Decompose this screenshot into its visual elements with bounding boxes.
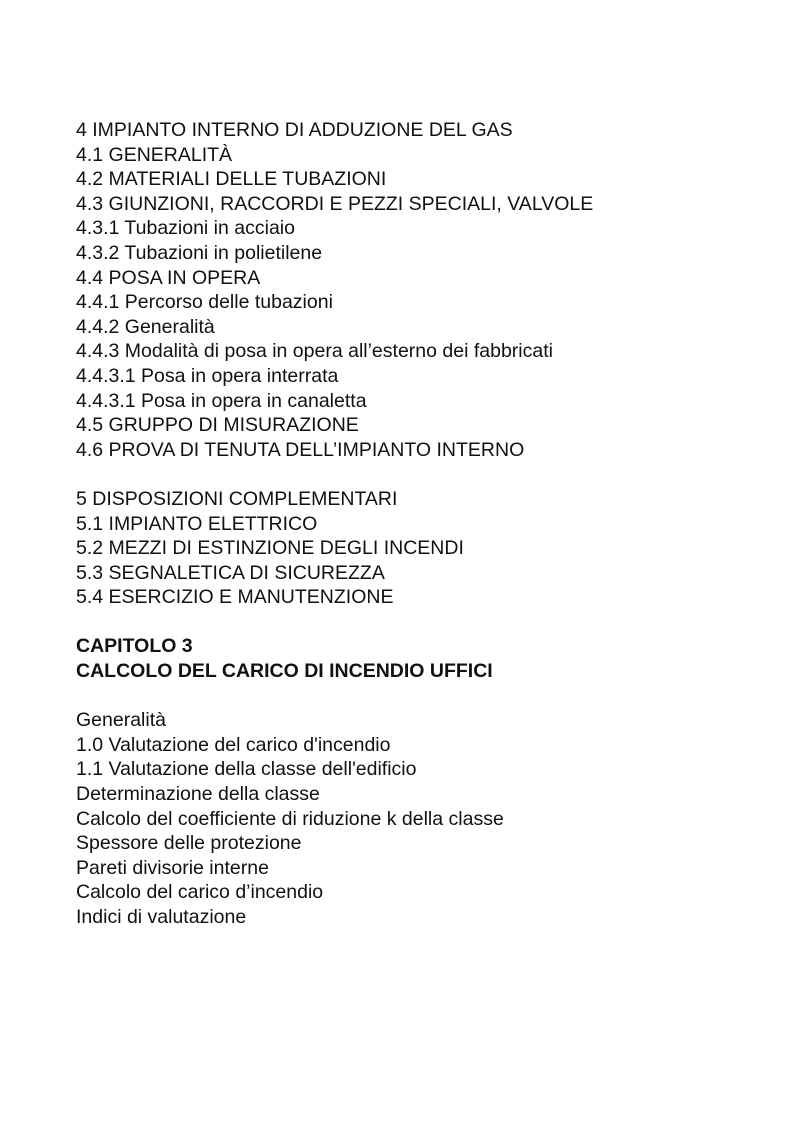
toc-entry-4-3: 4.3 GIUNZIONI, RACCORDI E PEZZI SPECIALI, VALVOLE [76, 192, 594, 215]
toc-entry-4-3-2: 4.3.2 Tubazioni in polietilene [76, 241, 323, 264]
toc-entry-4-1: 4.1 GENERALITÀ [76, 143, 233, 166]
toc-entry-4-4-3-1b: 4.4.3.1 Posa in opera in canaletta [76, 389, 367, 412]
document-page [76, 118, 776, 930]
toc-entry-4-3-1: 4.3.1 Tubazioni in acciaio [76, 217, 295, 240]
chapter-3-list [76, 708, 776, 929]
toc-entry-5-1: 5.1 IMPIANTO ELETTRICO [76, 512, 318, 535]
toc-entry-pareti: Pareti divisorie interne [76, 856, 269, 879]
toc-entry-5: 5 DISPOSIZIONI COMPLEMENTARI [76, 487, 398, 510]
spacer [76, 684, 776, 709]
toc-entry-determinazione: Determinazione della classe [76, 783, 320, 806]
toc-entry-spessore: Spessore delle protezione [76, 832, 302, 855]
toc-entry-1-1: 1.1 Valutazione della classe dell'edificio [76, 758, 417, 781]
toc-entry-5-3: 5.3 SEGNALETICA DI SICUREZZA [76, 561, 385, 584]
toc-entry-4-6: 4.6 PROVA DI TENUTA DELL’IMPIANTO INTERNO [76, 438, 525, 461]
toc-entry-1-0: 1.0 Valutazione del carico d'incendio [76, 733, 391, 756]
section-5-list [76, 487, 776, 610]
toc-entry-4-4-3: 4.4.3 Modalità di posa in opera all’esterno dei fabbricati [76, 340, 553, 363]
toc-entry-4-4: 4.4 POSA IN OPERA [76, 266, 261, 289]
toc-entry-coefficiente: Calcolo del coefficiente di riduzione k della classe [76, 807, 504, 830]
spacer [76, 610, 776, 635]
toc-entry-generalita: Generalità [76, 709, 166, 732]
toc-entry-indici: Indici di valutazione [76, 906, 247, 928]
spacer [76, 462, 776, 487]
toc-entry-5-2: 5.2 MEZZI DI ESTINZIONE DEGLI INCENDI [76, 537, 464, 560]
toc-entry-calcolo: Calcolo del carico d’incendio [76, 881, 324, 904]
toc-entry-5-4: 5.4 ESERCIZIO E MANUTENZIONE [76, 586, 394, 609]
toc-entry-4-4-2: 4.4.2 Generalità [76, 315, 215, 338]
chapter-heading: CAPITOLO 3 [76, 635, 193, 658]
toc-entry-4-4-1: 4.4.1 Percorso delle tubazioni [76, 291, 333, 314]
toc-entry-4-4-3-1a: 4.4.3.1 Posa in opera interrata [76, 364, 339, 387]
chapter-3-header [76, 634, 776, 683]
chapter-title: CALCOLO DEL CARICO DI INCENDIO UFFICI [76, 660, 493, 683]
toc-entry-4-2: 4.2 MATERIALI DELLE TUBAZIONI [76, 168, 387, 191]
section-4-list [76, 118, 776, 462]
toc-entry-4: 4 IMPIANTO INTERNO DI ADDUZIONE DEL GAS [76, 119, 513, 141]
toc-entry-4-5: 4.5 GRUPPO DI MISURAZIONE [76, 414, 359, 437]
